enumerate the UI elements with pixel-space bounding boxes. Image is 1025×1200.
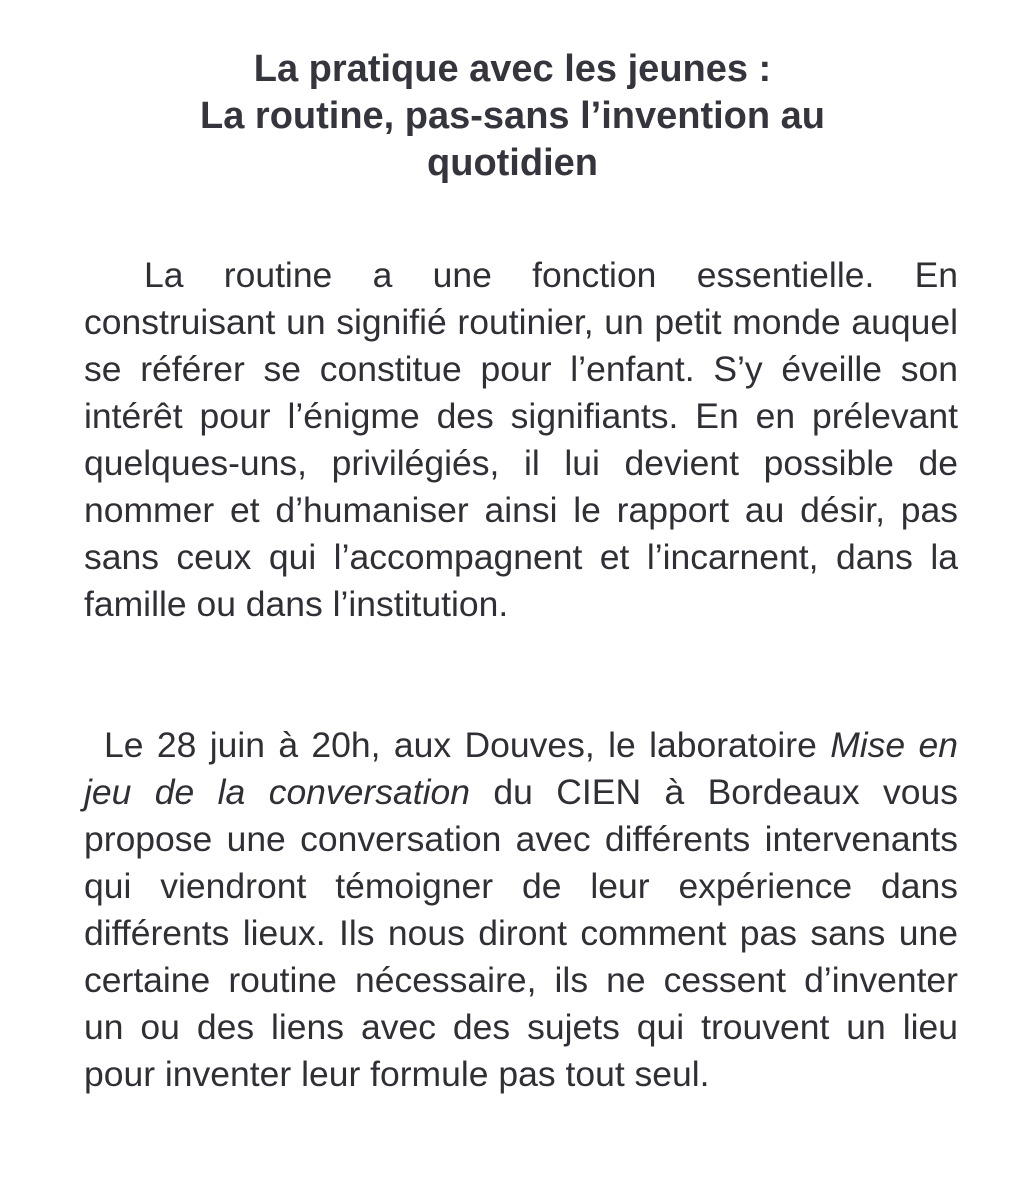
event-text-end: du CIEN à Bordeaux vous propose une conversation avec différents intervenants qui viendront témoigner de leur expérience dans différents lieux. Ils nous diront comment pas sans une certaine routine nécessaire, ils ne cessent d’inventer un ou des liens avec des sujets qui trouvent un lieu pour inventer leur formule pas tout seul. xyxy=(84,772,958,1094)
page-title xyxy=(80,46,945,187)
event-text-start: Le 28 juin à 20h, aux Douves, le laboratoire xyxy=(104,725,831,765)
title-line-3: quotidien xyxy=(427,142,598,184)
lab-name-italic: Mise en jeu de la conversation xyxy=(84,725,958,812)
paragraph-event xyxy=(84,722,958,1098)
paragraph-routine: La routine a une fonction essentielle. En construisant un signifié routinier, un petit monde auquel se référer se constitue pour l’enfant. S’y éveille son intérêt pour l’énigme des signifiants. En en prélevant quelques-uns, privilégiés, il lui devient possible de nommer et d’humaniser ainsi le rapport au désir, pas sans ceux qui l’accompagnent et l’incarnent, dans la famille ou dans l’institution. xyxy=(84,255,958,624)
title-line-1: La pratique avec les jeunes : xyxy=(253,48,772,90)
title-line-2: La routine, pas-sans l’invention au xyxy=(200,95,825,137)
